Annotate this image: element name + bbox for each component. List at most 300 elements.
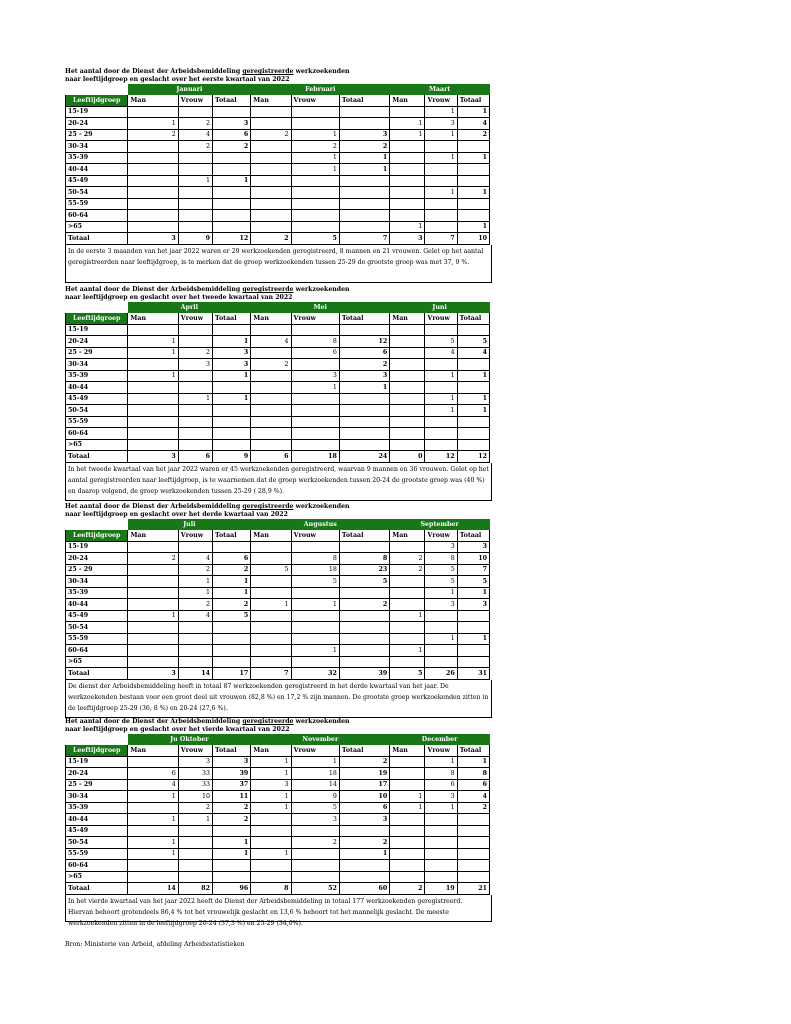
table-row — [66, 871, 490, 883]
month-header: Juli — [128, 520, 251, 530]
value-cell: 2 — [178, 802, 212, 814]
total-row — [66, 233, 490, 245]
value-cell — [213, 210, 251, 222]
table-row — [66, 848, 490, 860]
section-title-line2: naar leeftijdgroep en geslacht over het derde kwartaal van 2022 — [65, 511, 288, 518]
value-cell — [457, 439, 489, 451]
value-cell: 3 — [178, 359, 212, 371]
man-header: Man — [251, 530, 291, 542]
age-group-cell: 50-54 — [66, 405, 128, 417]
value-cell: 1 — [178, 175, 212, 187]
vrouw-header: Vrouw — [425, 95, 457, 107]
value-cell: 1 — [339, 382, 389, 394]
quarter-section-3 — [65, 503, 490, 718]
value-cell: 2 — [339, 141, 389, 153]
value-cell: 1 — [457, 405, 489, 417]
value-cell — [291, 359, 339, 371]
table-row — [66, 393, 490, 405]
value-cell: 2 — [213, 814, 251, 826]
value-cell: 3 — [339, 814, 389, 826]
quarter-table — [65, 519, 490, 680]
value-cell — [339, 860, 389, 872]
table-row — [66, 324, 490, 336]
value-cell — [251, 416, 291, 428]
value-cell: 1 — [390, 118, 425, 130]
value-cell: 1 — [128, 118, 178, 130]
value-cell — [128, 175, 178, 187]
value-cell — [128, 645, 178, 657]
table-row — [66, 553, 490, 565]
value-cell — [251, 324, 291, 336]
value-cell — [178, 324, 212, 336]
value-cell: 5 — [291, 802, 339, 814]
value-cell: 1 — [425, 756, 457, 768]
value-cell: 1 — [291, 756, 339, 768]
value-cell — [390, 622, 425, 634]
total-cell: 31 — [457, 668, 489, 680]
totaal-header: Totaal — [213, 313, 251, 325]
totaal-header: Totaal — [339, 95, 389, 107]
column-header-row — [66, 530, 490, 542]
value-cell: 1 — [457, 106, 489, 118]
value-cell — [390, 416, 425, 428]
value-cell: 6 — [128, 768, 178, 780]
vrouw-header: Vrouw — [291, 95, 339, 107]
totaal-header: Totaal — [457, 313, 489, 325]
man-header: Man — [251, 313, 291, 325]
total-cell: 3 — [128, 451, 178, 463]
table-row — [66, 599, 490, 611]
value-cell — [251, 347, 291, 359]
value-cell: 4 — [178, 129, 212, 141]
value-cell — [291, 187, 339, 199]
value-cell — [291, 106, 339, 118]
value-cell — [178, 645, 212, 657]
value-cell — [425, 210, 457, 222]
value-cell — [425, 871, 457, 883]
value-cell: 1 — [425, 106, 457, 118]
value-cell — [213, 860, 251, 872]
value-cell — [425, 416, 457, 428]
value-cell — [457, 416, 489, 428]
value-cell — [251, 541, 291, 553]
value-cell — [457, 871, 489, 883]
value-cell: 1 — [213, 837, 251, 849]
table-row — [66, 587, 490, 599]
value-cell — [178, 221, 212, 233]
total-cell: 32 — [291, 668, 339, 680]
age-group-cell: 45-49 — [66, 175, 128, 187]
age-group-cell: 25 - 29 — [66, 564, 128, 576]
value-cell: 3 — [425, 118, 457, 130]
value-cell — [178, 848, 212, 860]
quarter-table — [65, 734, 490, 895]
source-note: Bron: Ministerie van Arbeid, afdeling Arbeidsstatistieken — [65, 941, 245, 948]
vrouw-header: Vrouw — [178, 745, 212, 757]
month-header: November — [251, 735, 390, 745]
value-cell — [425, 656, 457, 668]
age-group-cell: 50-54 — [66, 622, 128, 634]
value-cell: 2 — [178, 347, 212, 359]
value-cell — [390, 393, 425, 405]
total-cell: 3 — [128, 668, 178, 680]
total-cell: 96 — [213, 883, 251, 895]
total-cell: 5 — [291, 233, 339, 245]
value-cell: 1 — [128, 848, 178, 860]
value-cell: 4 — [128, 779, 178, 791]
quarter-note: In het vierde kwartaal van het jaar 2022 heeft de Dienst der Arbeidsbemiddeling in totaal 177 werkzoekenden geregistreerd. Hiervan behoort grotendeels 86,4 % tot het vrouwelijk geslacht en 13,6 % behoort tot het mannelijk geslacht. De meeste werkzoekenden zitten in de leeftijdgroep 20-24 (37,3 %) en 25-29 (34,0%). — [65, 895, 492, 922]
value-cell — [128, 187, 178, 199]
value-cell — [178, 106, 212, 118]
total-cell: 17 — [213, 668, 251, 680]
value-cell: 2 — [213, 802, 251, 814]
value-cell: 1 — [178, 587, 212, 599]
value-cell — [390, 541, 425, 553]
value-cell: 2 — [178, 599, 212, 611]
age-group-cell: 35-39 — [66, 370, 128, 382]
value-cell — [128, 152, 178, 164]
value-cell: 3 — [251, 779, 291, 791]
age-group-cell: 55-59 — [66, 416, 128, 428]
vrouw-header: Vrouw — [178, 95, 212, 107]
value-cell — [339, 622, 389, 634]
value-cell — [128, 359, 178, 371]
value-cell — [339, 198, 389, 210]
age-group-cell: 15-19 — [66, 541, 128, 553]
total-label: Totaal — [66, 883, 128, 895]
age-group-cell: 35-39 — [66, 802, 128, 814]
value-cell: 1 — [213, 393, 251, 405]
age-group-cell: 30-34 — [66, 791, 128, 803]
value-cell — [213, 416, 251, 428]
value-cell — [128, 164, 178, 176]
value-cell: 2 — [178, 118, 212, 130]
total-cell: 24 — [339, 451, 389, 463]
value-cell — [251, 210, 291, 222]
value-cell — [178, 428, 212, 440]
value-cell: 1 — [128, 814, 178, 826]
section-title-line1: Het aantal door de Dienst der Arbeidsbemiddeling geregistreerde werkzoekenden — [65, 718, 350, 725]
value-cell — [178, 860, 212, 872]
value-cell — [178, 439, 212, 451]
value-cell — [128, 633, 178, 645]
value-cell — [291, 610, 339, 622]
value-cell — [213, 622, 251, 634]
age-group-cell: 40-44 — [66, 814, 128, 826]
value-cell: 1 — [425, 370, 457, 382]
value-cell: 3 — [213, 756, 251, 768]
table-row — [66, 187, 490, 199]
month-header: December — [390, 735, 490, 745]
total-cell: 6 — [178, 451, 212, 463]
value-cell — [291, 221, 339, 233]
totaal-header: Totaal — [213, 95, 251, 107]
value-cell — [251, 576, 291, 588]
value-cell — [213, 405, 251, 417]
value-cell: 10 — [339, 791, 389, 803]
value-cell: 3 — [457, 599, 489, 611]
value-cell — [390, 871, 425, 883]
value-cell — [251, 428, 291, 440]
value-cell — [178, 370, 212, 382]
value-cell — [213, 633, 251, 645]
value-cell: 8 — [291, 336, 339, 348]
man-header: Man — [128, 313, 178, 325]
value-cell — [213, 439, 251, 451]
month-header-row — [66, 85, 490, 95]
value-cell — [339, 541, 389, 553]
value-cell: 1 — [213, 848, 251, 860]
value-cell: 1 — [457, 756, 489, 768]
value-cell — [425, 825, 457, 837]
value-cell — [339, 405, 389, 417]
value-cell — [251, 198, 291, 210]
quarter-section-1 — [65, 68, 490, 283]
section-title-line2: naar leeftijdgroep en geslacht over het vierde kwartaal van 2022 — [65, 726, 290, 733]
man-header: Man — [128, 745, 178, 757]
value-cell — [425, 837, 457, 849]
value-cell — [251, 141, 291, 153]
total-cell: 82 — [178, 883, 212, 895]
value-cell: 2 — [291, 837, 339, 849]
table-row — [66, 633, 490, 645]
value-cell — [251, 439, 291, 451]
value-cell — [339, 187, 389, 199]
value-cell — [457, 610, 489, 622]
table-row — [66, 164, 490, 176]
value-cell — [291, 118, 339, 130]
age-group-cell: 60-64 — [66, 210, 128, 222]
value-cell — [390, 106, 425, 118]
value-cell — [128, 106, 178, 118]
value-cell: 1 — [128, 837, 178, 849]
value-cell — [128, 656, 178, 668]
value-cell — [128, 576, 178, 588]
age-group-cell: 55-59 — [66, 198, 128, 210]
vrouw-header: Vrouw — [291, 530, 339, 542]
age-group-cell: 15-19 — [66, 756, 128, 768]
value-cell: 3 — [178, 756, 212, 768]
age-group-cell: >65 — [66, 656, 128, 668]
age-group-cell: 60-64 — [66, 645, 128, 657]
table-row — [66, 129, 490, 141]
value-cell: 6 — [339, 802, 389, 814]
value-cell: 1 — [390, 791, 425, 803]
value-cell: 6 — [339, 347, 389, 359]
totaal-header: Totaal — [457, 745, 489, 757]
table-row — [66, 860, 490, 872]
value-cell — [213, 645, 251, 657]
value-cell: 1 — [213, 587, 251, 599]
age-group-cell: 15-19 — [66, 106, 128, 118]
value-cell: 1 — [457, 221, 489, 233]
value-cell: 5 — [457, 336, 489, 348]
value-cell — [128, 756, 178, 768]
table-row — [66, 656, 490, 668]
table-row — [66, 141, 490, 153]
value-cell: 3 — [425, 599, 457, 611]
value-cell — [390, 324, 425, 336]
value-cell — [390, 347, 425, 359]
value-cell: 11 — [213, 791, 251, 803]
value-cell — [128, 428, 178, 440]
value-cell — [251, 610, 291, 622]
value-cell — [128, 198, 178, 210]
age-group-cell: 35-39 — [66, 587, 128, 599]
table-row — [66, 791, 490, 803]
vrouw-header: Vrouw — [178, 530, 212, 542]
value-cell: 1 — [425, 633, 457, 645]
value-cell — [390, 187, 425, 199]
value-cell — [339, 656, 389, 668]
value-cell: 1 — [213, 370, 251, 382]
value-cell — [339, 416, 389, 428]
value-cell — [251, 393, 291, 405]
value-cell — [213, 428, 251, 440]
value-cell: 8 — [339, 553, 389, 565]
value-cell — [390, 210, 425, 222]
value-cell — [425, 164, 457, 176]
section-title-line2: naar leeftijdgroep en geslacht over het tweede kwartaal van 2022 — [65, 294, 293, 301]
value-cell — [390, 141, 425, 153]
month-header: Juni — [390, 303, 490, 313]
man-header: Man — [390, 530, 425, 542]
total-cell: 9 — [178, 233, 212, 245]
value-cell — [178, 382, 212, 394]
value-cell — [339, 393, 389, 405]
age-group-cell: 40-44 — [66, 599, 128, 611]
value-cell: 8 — [457, 768, 489, 780]
value-cell: 1 — [128, 347, 178, 359]
age-group-cell: 55-59 — [66, 848, 128, 860]
value-cell: 3 — [291, 370, 339, 382]
value-cell — [178, 622, 212, 634]
value-cell: 2 — [291, 141, 339, 153]
table-row — [66, 622, 490, 634]
table-row — [66, 210, 490, 222]
value-cell: 1 — [339, 164, 389, 176]
value-cell — [457, 656, 489, 668]
value-cell — [251, 405, 291, 417]
value-cell — [251, 164, 291, 176]
value-cell — [390, 779, 425, 791]
value-cell: 18 — [291, 564, 339, 576]
value-cell: 4 — [457, 347, 489, 359]
man-header: Man — [251, 745, 291, 757]
value-cell — [251, 860, 291, 872]
table-row — [66, 336, 490, 348]
value-cell — [390, 428, 425, 440]
value-cell — [390, 576, 425, 588]
value-cell — [390, 164, 425, 176]
value-cell — [128, 324, 178, 336]
value-cell — [128, 802, 178, 814]
value-cell — [291, 324, 339, 336]
value-cell — [213, 164, 251, 176]
table-row — [66, 118, 490, 130]
value-cell: 1 — [339, 152, 389, 164]
age-group-cell: 25 - 29 — [66, 129, 128, 141]
value-cell — [457, 324, 489, 336]
value-cell — [425, 610, 457, 622]
value-cell — [128, 860, 178, 872]
value-cell: 2 — [178, 564, 212, 576]
value-cell — [390, 439, 425, 451]
totaal-header: Totaal — [339, 313, 389, 325]
value-cell — [291, 825, 339, 837]
value-cell: 4 — [178, 610, 212, 622]
value-cell: 1 — [457, 152, 489, 164]
age-group-cell: 20-24 — [66, 768, 128, 780]
value-cell: 6 — [213, 129, 251, 141]
value-cell: 1 — [251, 768, 291, 780]
value-cell — [339, 633, 389, 645]
value-cell — [457, 210, 489, 222]
value-cell: 5 — [213, 610, 251, 622]
value-cell: 1 — [128, 370, 178, 382]
value-cell: 1 — [425, 152, 457, 164]
value-cell — [390, 860, 425, 872]
value-cell: 2 — [390, 553, 425, 565]
vrouw-header: Vrouw — [291, 745, 339, 757]
value-cell: 10 — [457, 553, 489, 565]
value-cell — [390, 175, 425, 187]
value-cell — [128, 382, 178, 394]
value-cell — [425, 141, 457, 153]
column-header-row — [66, 313, 490, 325]
value-cell: 3 — [339, 370, 389, 382]
age-group-cell: 50-54 — [66, 187, 128, 199]
value-cell: 3 — [213, 118, 251, 130]
value-cell: 19 — [339, 768, 389, 780]
value-cell: 8 — [425, 768, 457, 780]
value-cell — [213, 324, 251, 336]
value-cell — [128, 587, 178, 599]
value-cell — [390, 336, 425, 348]
value-cell: 1 — [128, 610, 178, 622]
value-cell: 1 — [425, 129, 457, 141]
value-cell — [339, 324, 389, 336]
value-cell: 1 — [457, 587, 489, 599]
value-cell — [457, 175, 489, 187]
value-cell — [425, 198, 457, 210]
value-cell — [390, 382, 425, 394]
value-cell — [425, 428, 457, 440]
total-cell: 12 — [213, 233, 251, 245]
value-cell: 2 — [339, 837, 389, 849]
month-header-row — [66, 520, 490, 530]
table-row — [66, 825, 490, 837]
section-title-line2: naar leeftijdgroep en geslacht over het eerste kwartaal van 2022 — [65, 76, 290, 83]
age-group-cell: 60-64 — [66, 428, 128, 440]
value-cell — [291, 439, 339, 451]
quarter-table — [65, 302, 490, 463]
value-cell — [128, 221, 178, 233]
totaal-header: Totaal — [457, 95, 489, 107]
value-cell — [128, 599, 178, 611]
value-cell — [339, 428, 389, 440]
value-cell — [251, 175, 291, 187]
total-cell: 7 — [339, 233, 389, 245]
value-cell: 3 — [457, 541, 489, 553]
value-cell: 3 — [213, 359, 251, 371]
table-row — [66, 347, 490, 359]
age-group-cell: 45-49 — [66, 393, 128, 405]
value-cell — [390, 370, 425, 382]
value-cell — [339, 118, 389, 130]
age-group-header: Leeftijdgroep — [66, 745, 128, 757]
value-cell — [251, 382, 291, 394]
